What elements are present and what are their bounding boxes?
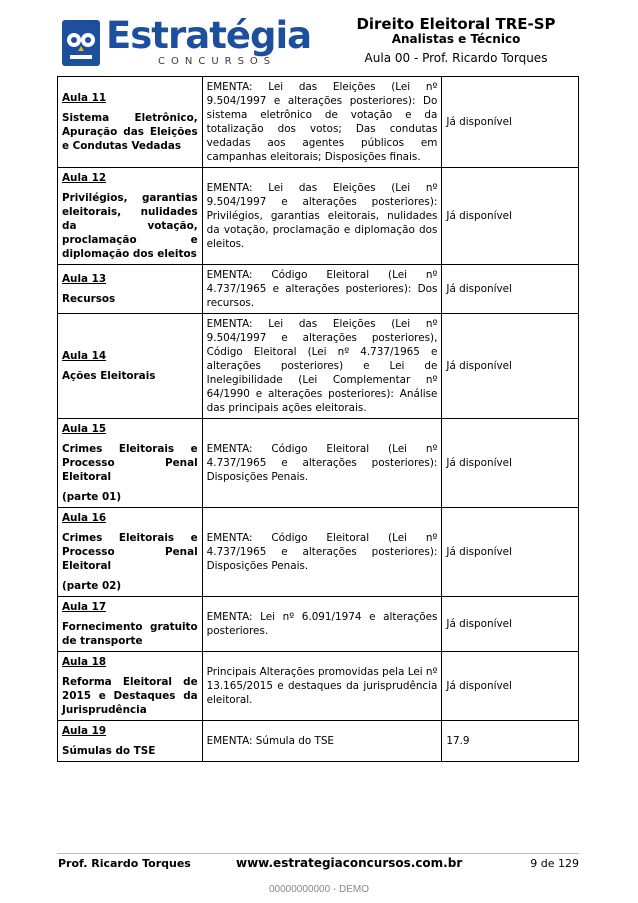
footer-website-link[interactable]: www.estrategiaconcursos.com.br [236, 856, 463, 870]
lesson-status: 17.9 [442, 721, 579, 762]
lesson-title: Ações Eleitorais [62, 370, 156, 382]
lesson-title: Crimes Eleitorais e Processo Penal Eleitoral [62, 443, 198, 483]
lesson-syllabus: EMENTA: Código Eleitoral (Lei nº 4.737/1965 e alterações posteriores): Disposições Penais. [202, 419, 442, 508]
document-header [341, 16, 571, 67]
lesson-number: Aula 19 [62, 725, 107, 737]
lesson-title: Fornecimento gratuito de transporte [62, 621, 198, 647]
lesson-status: Já disponível [442, 419, 579, 508]
table-row [58, 419, 579, 508]
footer-divider [57, 853, 579, 854]
lesson-number: Aula 16 [62, 512, 107, 524]
lesson-title: Súmulas do TSE [62, 745, 156, 757]
lesson-cell [58, 77, 203, 168]
lesson-cell [58, 652, 203, 721]
lesson-number: Aula 12 [62, 172, 107, 184]
lesson-number: Aula 18 [62, 656, 107, 668]
lesson-syllabus: EMENTA: Súmula do TSE [202, 721, 442, 762]
lesson-cell [58, 508, 203, 597]
lesson-title: Sistema Eletrônico, Apuração das Eleições e Condutas Vedadas [62, 112, 198, 152]
footer-author: Prof. Ricardo Torques [58, 857, 191, 870]
lesson-status: Já disponível [442, 77, 579, 168]
lesson-status: Já disponível [442, 314, 579, 419]
lesson-status: Já disponível [442, 508, 579, 597]
lesson-syllabus: EMENTA: Código Eleitoral (Lei nº 4.737/1965 e alterações posteriores): Disposições Penais. [202, 508, 442, 597]
lesson-number: Aula 17 [62, 601, 107, 613]
lesson-cell [58, 265, 203, 314]
syllabus-table [57, 76, 579, 762]
lesson-status: Já disponível [442, 597, 579, 652]
lesson-status: Já disponível [442, 265, 579, 314]
table-row [58, 508, 579, 597]
lesson-syllabus: Principais Alterações promovidas pela Lei nº 13.165/2015 e destaques da jurisprudência eleitoral. [202, 652, 442, 721]
owl-logo-icon [62, 20, 100, 66]
lesson-cell [58, 597, 203, 652]
lesson-number: Aula 13 [62, 273, 107, 285]
lesson-number: Aula 15 [62, 423, 107, 435]
syllabus-body [58, 77, 579, 762]
lesson-title: Recursos [62, 293, 116, 305]
lesson-title: Reforma Eleitoral de 2015 e Destaques da Jurisprudência [62, 676, 198, 716]
lesson-cell [58, 419, 203, 508]
brand-logo [62, 14, 312, 70]
lesson-title: Crimes Eleitorais e Processo Penal Eleitoral [62, 532, 198, 572]
lesson-syllabus: EMENTA: Lei das Eleições (Lei nº 9.504/1997 e alterações posteriores): Privilégios, garantias eleitorais, nulidades da votação, proclamação e diplomação dos eleitos. [202, 168, 442, 265]
course-title: Direito Eleitoral TRE-SP [356, 15, 556, 33]
lesson-cell [58, 721, 203, 762]
logo-subtitle: CONCURSOS [158, 56, 277, 67]
table-row [58, 597, 579, 652]
lesson-syllabus: EMENTA: Código Eleitoral (Lei nº 4.737/1965 e alterações posteriores): Dos recursos. [202, 265, 442, 314]
lesson-syllabus: EMENTA: Lei das Eleições (Lei nº 9.504/1997 e alterações posteriores), Código Eleitoral (Lei nº 4.737/1965 e alterações posteriores) e Lei de Inelegibilidade (Lei Complementar nº 64/1990 e alterações posteriores): Análise das principais ações eleitorais. [202, 314, 442, 419]
lesson-syllabus: EMENTA: Lei nº 6.091/1974 e alterações posteriores. [202, 597, 442, 652]
table-row [58, 168, 579, 265]
logo-name: Estratégia [106, 14, 312, 57]
table-row [58, 77, 579, 168]
lesson-cell [58, 314, 203, 419]
table-row [58, 314, 579, 419]
table-row [58, 652, 579, 721]
lesson-status: Já disponível [442, 168, 579, 265]
lesson-number: Aula 14 [62, 350, 107, 362]
course-subtitle: Analistas e Técnico [391, 32, 521, 46]
table-row [58, 721, 579, 762]
lesson-title: Privilégios, garantias eleitorais, nulidades da votação, proclamação e diplomação dos eleitos [62, 192, 198, 260]
lesson-part: (parte 02) [62, 580, 122, 592]
lesson-info: Aula 00 - Prof. Ricardo Torques [364, 51, 548, 65]
page-number: 9 de 129 [530, 857, 579, 870]
table-row [58, 265, 579, 314]
demo-watermark: 00000000000 - DEMO [268, 884, 370, 895]
lesson-syllabus: EMENTA: Lei das Eleições (Lei nº 9.504/1997 e alterações posteriores): Do sistema eletrônico de votação e da totalização dos votos; Das condutas vedadas aos agentes públicos em campanhas eleitorais; Disposições finais. [202, 77, 442, 168]
lesson-part: (parte 01) [62, 491, 122, 503]
lesson-number: Aula 11 [62, 92, 107, 104]
lesson-cell [58, 168, 203, 265]
lesson-status: Já disponível [442, 652, 579, 721]
